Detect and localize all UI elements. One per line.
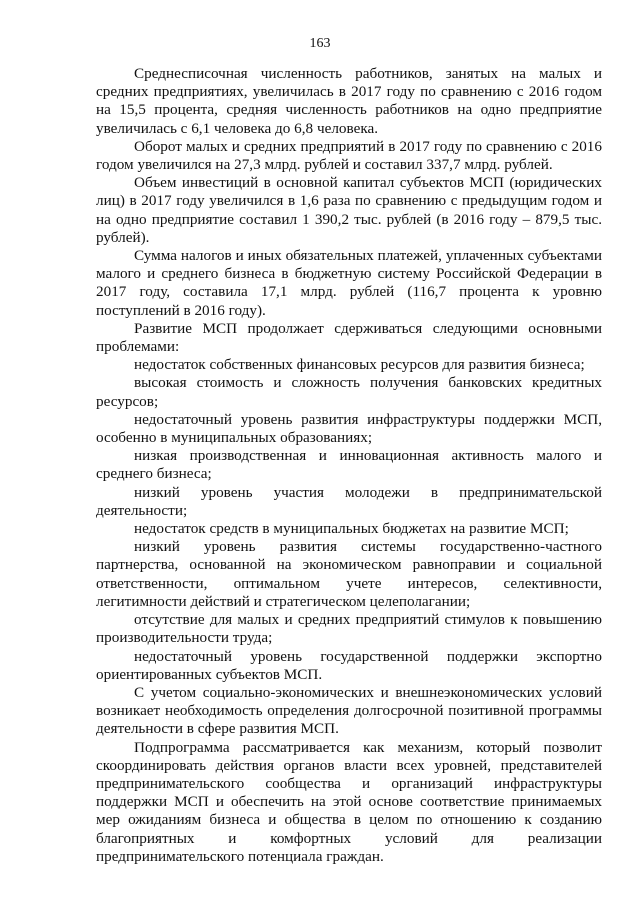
document-body bbox=[96, 65, 602, 866]
list-item-innovation: низкая производственная и инновационная активность малого и среднего бизнеса; bbox=[96, 447, 602, 483]
paragraph-taxes: Сумма налогов и иных обязательных платежей, уплаченных субъектами малого и среднего бизнеса в бюджетную систему Российской Федерации в 2017 году, составила 17,1 млрд. рублей (116,7 процента к уровню поступлений в 2016 году). bbox=[96, 247, 602, 319]
list-item-bank-credit: высокая стоимость и сложность получения банковских кредитных ресурсов; bbox=[96, 374, 602, 410]
page-number: 163 bbox=[309, 36, 331, 51]
paragraph-program-need: С учетом социально-экономических и внешнеэкономических условий возникает необходимость определения долгосрочной позитивной программы деятельности в сфере развития МСП. bbox=[96, 683, 602, 738]
list-item-partnership: низкий уровень развития системы государственно-частного партнерства, основанной на экономическом равноправии и социальной ответственности, оптимальном учете интересов, селективности, легитимности действий и стратегическом целеполагании; bbox=[96, 538, 602, 610]
list-item-own-resources: недостаток собственных финансовых ресурсов для развития бизнеса; bbox=[134, 356, 585, 374]
list-item-infrastructure: недостаточный уровень развития инфраструктуры поддержки МСП, особенно в муниципальных образованиях; bbox=[96, 410, 602, 447]
paragraph-employees: Среднесписочная численность работников, занятых на малых и средних предприятиях, увеличилась в 2017 году по сравнению с 2016 годом на 15,5 процента, средняя численность работников на одно предприятие увеличилась с 6,1 человека до 6,8 человека. bbox=[96, 65, 602, 137]
paragraph-problems-intro: Развитие МСП продолжает сдерживаться следующими основными проблемами: bbox=[96, 319, 602, 356]
list-item-municipal-budgets: недостаток средств в муниципальных бюджетах на развитие МСП; bbox=[134, 520, 569, 538]
list-item-productivity: отсутствие для малых и средних предприятий стимулов к повышению производительности труда; bbox=[96, 611, 602, 647]
list-item-youth: низкий уровень участия молодежи в предпринимательской деятельности; bbox=[96, 483, 602, 519]
paragraph-investments: Объем инвестиций в основной капитал субъектов МСП (юридических лиц) в 2017 году увеличился в 1,6 раза по сравнению с предыдущим годом и на одно предприятие составил 1 390,2 тыс. рублей (в 2016 году – 879,5 тыс. рублей). bbox=[96, 174, 602, 246]
paragraph-subprogram: Подпрограмма рассматривается как механизм, который позволит скоординировать действия органов власти всех уровней, представителей предпринимательского сообщества и организаций инфраструктуры поддержки МСП и обеспечить на этой основе соответствие принимаемых мер ожиданиям бизнеса и общества в целом по отношению к созданию благоприятных и комфортных условий для реализации предпринимательского потенциала граждан. bbox=[96, 738, 602, 865]
paragraph-turnover: Оборот малых и средних предприятий в 2017 году по сравнению с 2016 годом увеличился на 27,3 млрд. рублей и составил 337,7 млрд. рублей. bbox=[96, 137, 602, 174]
list-item-export-support: недостаточный уровень государственной поддержки экспортно ориентированных субъектов МСП. bbox=[96, 647, 602, 683]
